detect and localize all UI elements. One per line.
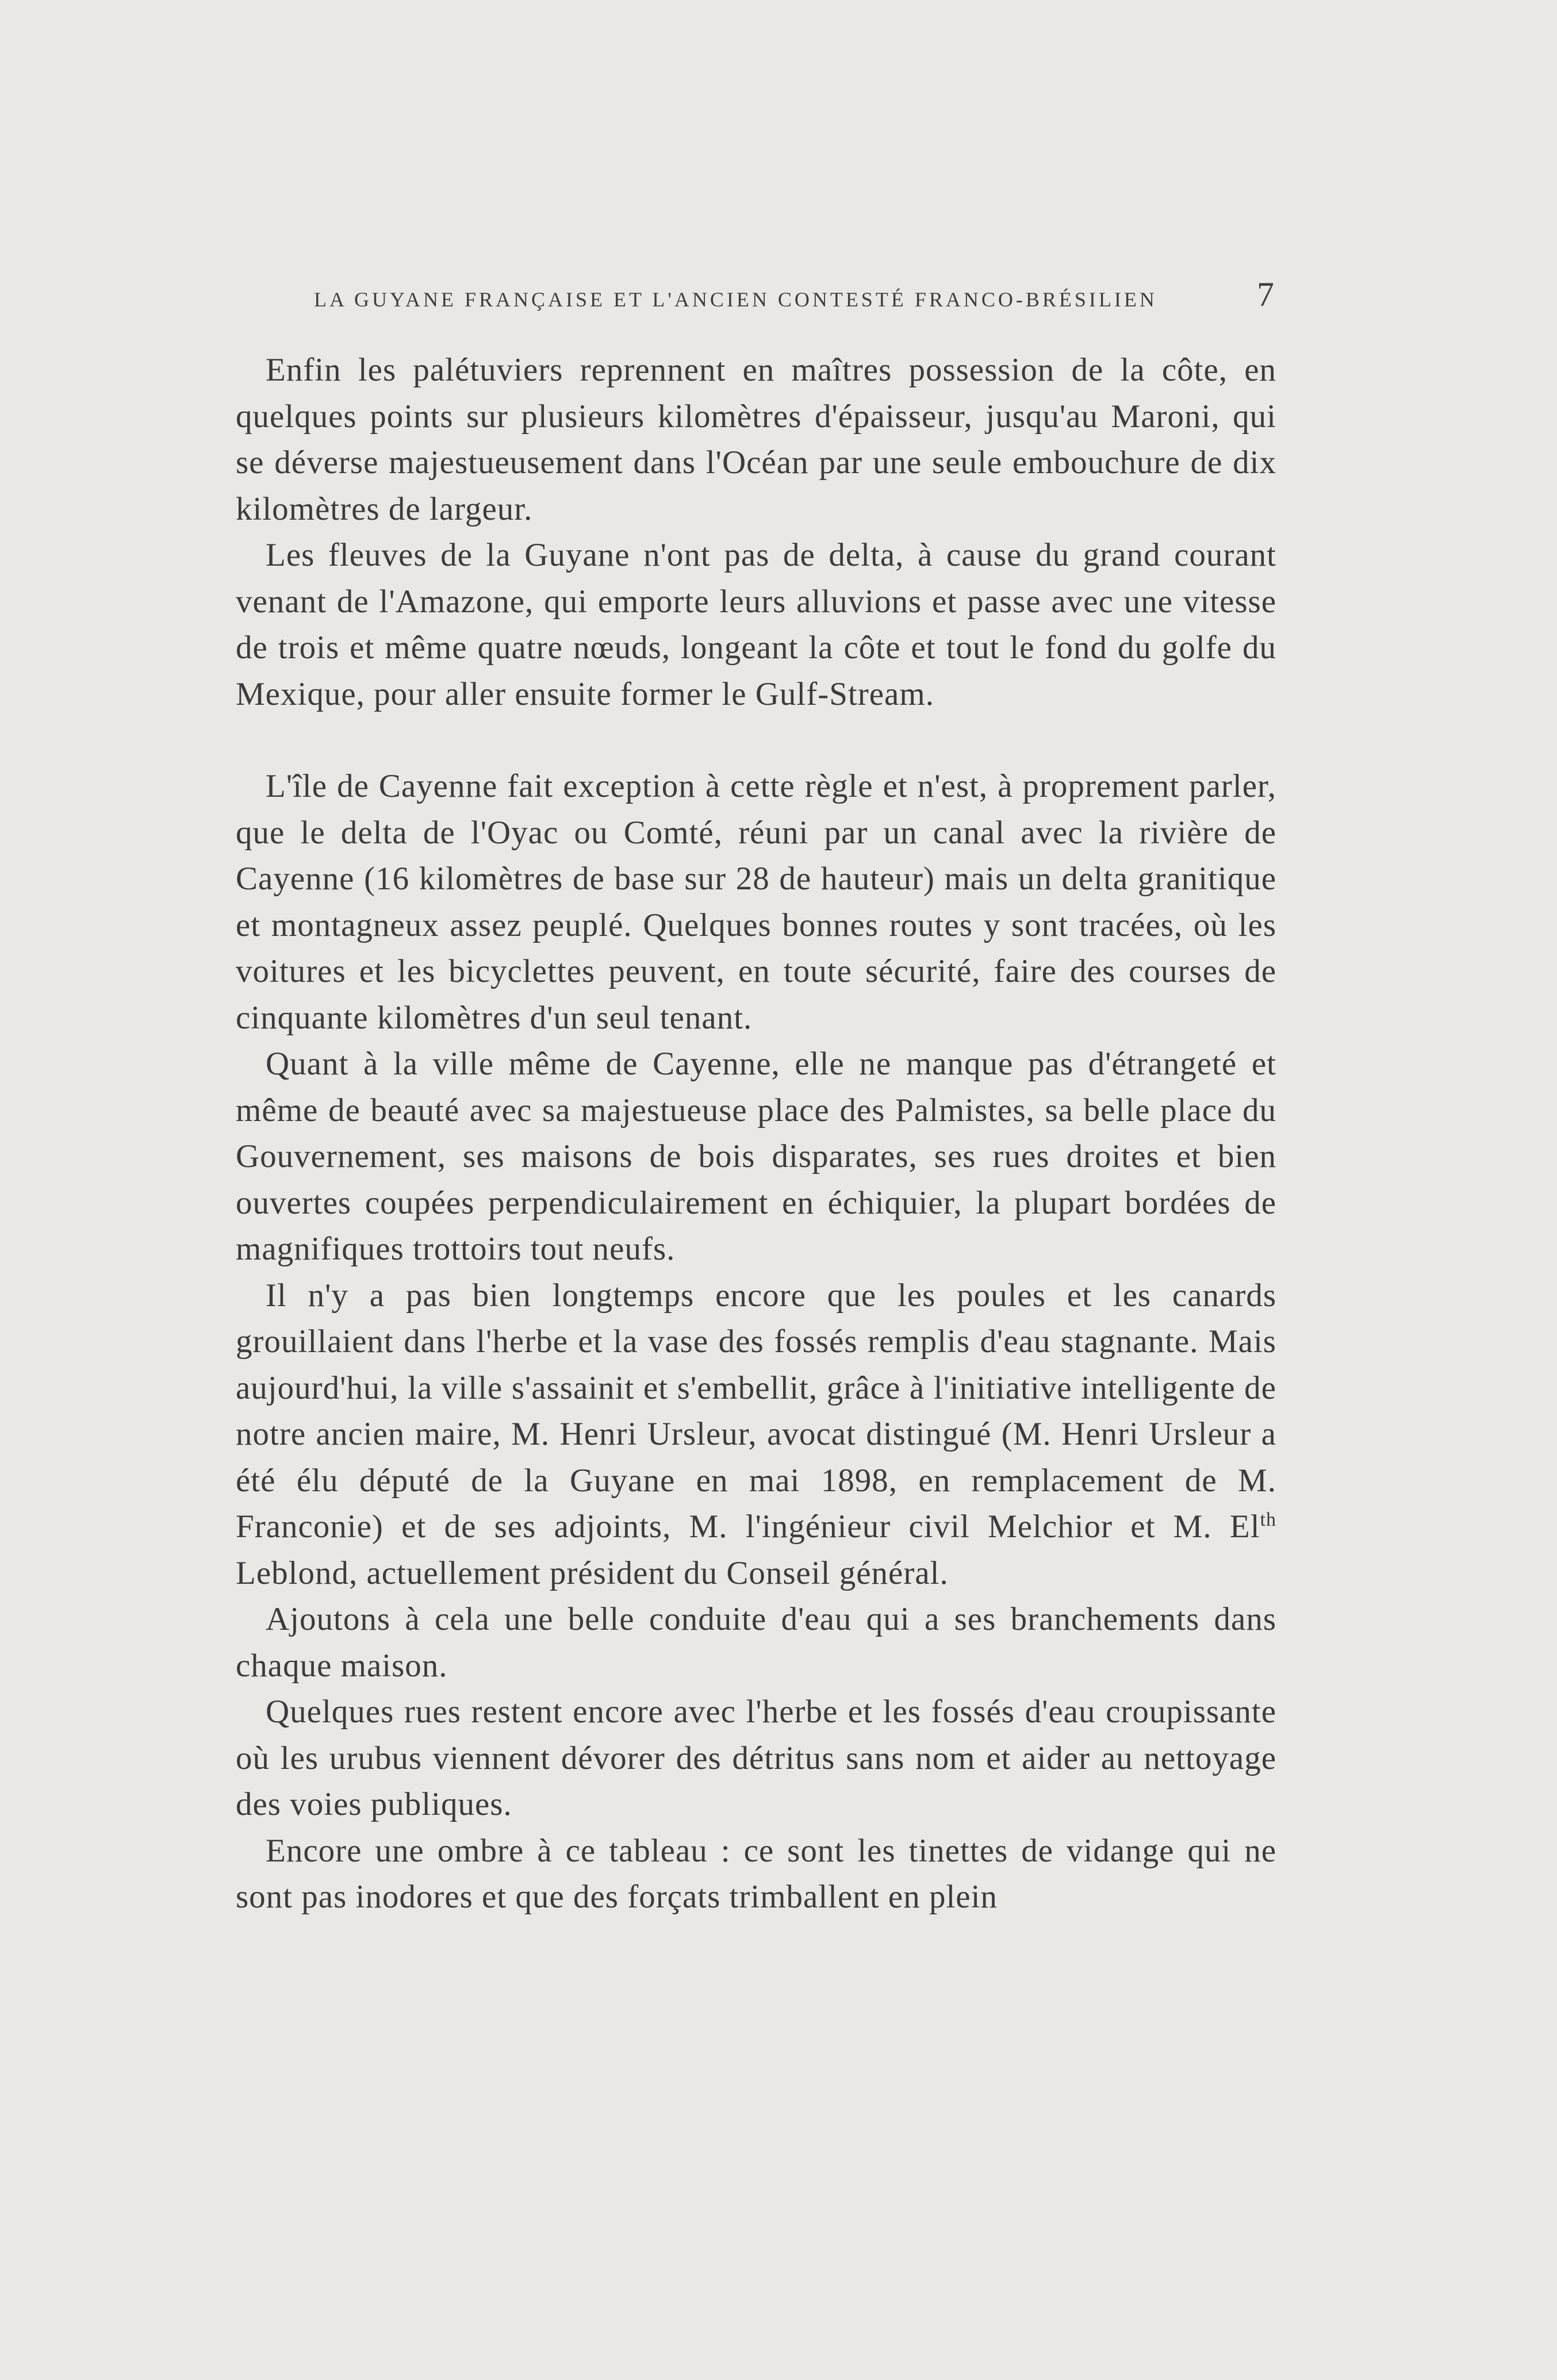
running-header: [314, 282, 1274, 316]
paragraph-4: Quant à la ville même de Cayenne, elle ne manque pas d'étrangeté et même de beauté avec sa majestueuse place des Palmistes, sa belle place du Gouvernement, ses maisons de bois disparates, ses rues droites et bien ouvertes coupées perpendiculairement en échiquier, la plupart bordées de magnifiques trottoirs tout neufs.: [236, 1046, 1276, 1267]
paragraph-7: Quelques rues restent encore avec l'herbe et les fossés d'eau croupissante où les urubus viennent dévorer des détritus sans nom et aider au nettoyage des voies publiques.: [236, 1694, 1276, 1822]
abbreviation-superscript: th: [1260, 1509, 1276, 1530]
running-title: LA GUYANE FRANÇAISE ET L'ANCIEN CONTESTÉ FRANCO-BRÉSILIEN: [314, 288, 1157, 311]
paragraph-8: Encore une ombre à ce tableau : ce sont les tinettes de vidange qui ne sont pas inodores et que des forçats trimballent en plein: [236, 1832, 1276, 1915]
paragraph-2: Les fleuves de la Guyane n'ont pas de delta, à cause du grand courant venant de l'Amazone, qui emporte leurs alluvions et passe avec une vitesse de trois et même quatre nœuds, longeant la côte et tout le fond du golfe du Mexique, pour aller ensuite former le Gulf-Stream.: [236, 537, 1276, 712]
paragraph-5-text: Il n'y a pas bien longtemps encore que les poules et les canards grouillaient dans l'herbe et la vase des fossés remplis d'eau stagnante. Mais aujourd'hui, la ville s'assainit et s'embellit, grâce à l'initiative intelligente de notre ancien maire, M. Henri Ursleur, avocat distingué (M. Henri Ursleur a été élu député de la Guyane en mai 1898, en remplacement de M. Franconie) et de ses adjoints, M. l'ingénieur civil Melchior et M. El: [236, 1277, 1276, 1545]
paragraph-5: [236, 1273, 1276, 1597]
page-number: 7: [1257, 275, 1274, 313]
paragraph-3: L'île de Cayenne fait exception à cette règle et n'est, à proprement parler, que le delta de l'Oyac ou Comté, réuni par un canal avec la rivière de Cayenne (16 kilomètres de base sur 28 de hauteur) mais un delta granitique et montagneux assez peuplé. Quelques bonnes routes y sont tracées, où les voitures et les bicyclettes peuvent, en toute sécurité, faire des courses de cinquante kilomètres d'un seul tenant.: [236, 768, 1276, 1036]
paragraph-6: Ajoutons à cela une belle conduite d'eau qui a ses branchements dans chaque maison.: [236, 1601, 1276, 1684]
body-text: [236, 347, 1276, 1921]
paragraph-5-tail: Leblond, actuellement président du Conseil général.: [236, 1554, 949, 1591]
paragraph-1: Enfin les palétuviers reprennent en maîtres possession de la côte, en quelques points sur plusieurs kilomètres d'épaisseur, jusqu'au Maroni, qui se déverse majestueusement dans l'Océan par une seule embouchure de dix kilomètres de largeur.: [236, 352, 1276, 527]
